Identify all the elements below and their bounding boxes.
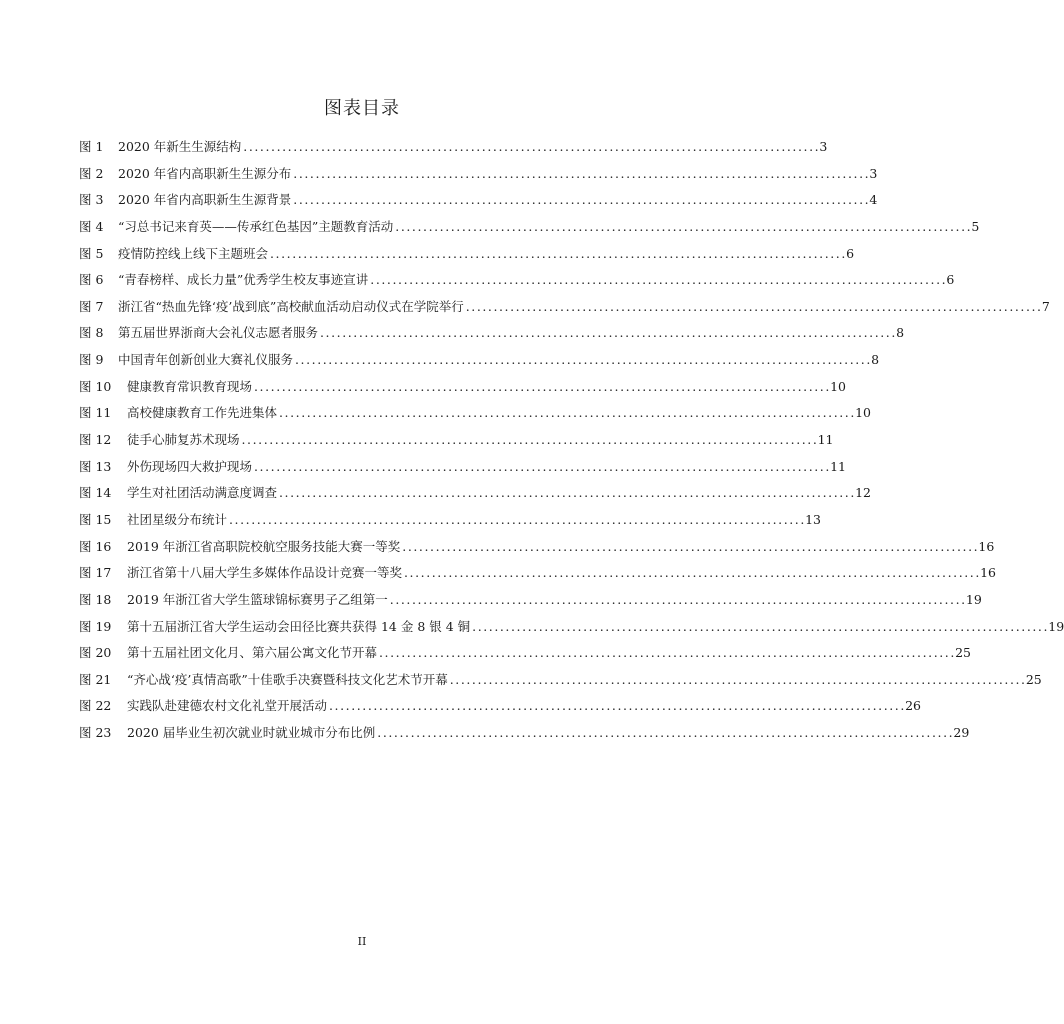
figure-title: 徒手心肺复苏术现场 xyxy=(127,432,240,448)
toc-entry[interactable] xyxy=(79,427,834,454)
page-reference: 26 xyxy=(905,698,922,714)
figure-title: 第五届世界浙商大会礼仪志愿者服务 xyxy=(118,325,319,341)
figure-title: 浙江省“热血先锋‘疫’战到底”高校献血活动启动仪式在学院举行 xyxy=(118,298,464,314)
dot-leader xyxy=(243,134,817,161)
toc-entry[interactable] xyxy=(79,374,847,401)
page-reference: 10 xyxy=(855,405,872,421)
figure-title: “习总书记来育英——传承红色基因”主题教育活动 xyxy=(118,218,394,234)
dot-leader xyxy=(370,267,944,294)
figure-title: 疫情防控线上线下主题班会 xyxy=(118,245,269,261)
toc-entry[interactable] xyxy=(79,614,1064,641)
dot-leader xyxy=(395,214,969,241)
toc-entry[interactable] xyxy=(79,720,970,747)
figure-title: 健康教育常识教育现场 xyxy=(127,378,253,394)
toc-entry[interactable] xyxy=(79,161,878,188)
figure-label: 图 1 xyxy=(79,139,104,154)
page-reference: 3 xyxy=(869,165,878,181)
dot-leader xyxy=(379,640,953,667)
dot-leader xyxy=(270,241,844,268)
figure-label: 图 20 xyxy=(79,645,112,661)
toc-entry[interactable] xyxy=(79,480,872,507)
figure-title: 第十五届浙江省大学生运动会田径比赛共获得 14 金 8 银 4 铜 xyxy=(127,618,471,634)
figure-label: 图 3 xyxy=(79,192,104,208)
toc-entry[interactable] xyxy=(79,134,828,161)
figure-label: 图 5 xyxy=(79,245,104,261)
dot-leader xyxy=(254,374,828,401)
page-reference: 5 xyxy=(971,218,980,234)
page-reference: 12 xyxy=(855,485,872,501)
dot-leader xyxy=(320,320,894,347)
figure-label: 图 21 xyxy=(79,671,112,687)
figure-title: 2020 年新生生源结构 xyxy=(118,139,242,154)
figure-label: 图 4 xyxy=(79,218,104,234)
page-reference: 3 xyxy=(819,139,828,154)
page-title: 图表目录 xyxy=(324,98,400,119)
toc-entry[interactable] xyxy=(79,534,995,561)
page-reference: 19 xyxy=(1048,618,1064,634)
toc-entry[interactable] xyxy=(79,347,880,374)
figure-title: 外伤现场四大救护现场 xyxy=(127,458,253,474)
figure-label: 图 13 xyxy=(79,458,112,474)
figure-label: 图 19 xyxy=(79,618,112,634)
figure-title: 2019 年浙江省高职院校航空服务技能大赛一等奖 xyxy=(127,538,401,554)
figure-label: 图 10 xyxy=(79,378,112,394)
toc-entry[interactable] xyxy=(79,320,905,347)
dot-leader xyxy=(295,347,869,374)
dot-leader xyxy=(402,534,976,561)
figure-label: 图 23 xyxy=(79,725,112,741)
page-reference: 25 xyxy=(1025,671,1042,687)
figure-title: 2020 届毕业生初次就业时就业城市分布比例 xyxy=(127,725,376,741)
dot-leader xyxy=(450,667,1024,694)
figure-title: 学生对社团活动满意度调查 xyxy=(127,485,278,501)
dot-leader xyxy=(254,454,828,481)
figure-title: 第十五届社团文化月、第六届公寓文化节开幕 xyxy=(127,645,378,661)
toc-entry[interactable] xyxy=(79,454,847,481)
figure-title: 2019 年浙江省大学生篮球锦标赛男子乙组第一 xyxy=(127,591,388,607)
figure-title: 2020 年省内高职新生生源背景 xyxy=(118,192,292,208)
page-reference: 7 xyxy=(1041,298,1050,314)
figure-title: 浙江省第十八届大学生多媒体作品设计竞赛一等奖 xyxy=(127,565,403,581)
figure-label: 图 14 xyxy=(79,485,112,501)
dot-leader xyxy=(472,614,1046,641)
page-reference: 11 xyxy=(830,458,847,474)
dot-leader xyxy=(293,161,867,188)
toc-entry[interactable] xyxy=(79,214,980,241)
figure-label: 图 11 xyxy=(79,405,112,421)
dot-leader xyxy=(242,427,816,454)
toc-entry[interactable] xyxy=(79,693,922,720)
figure-title: “青春榜样、成长力量”优秀学生校友事迹宣讲 xyxy=(118,272,369,288)
page-reference: 6 xyxy=(846,245,855,261)
figure-label: 图 17 xyxy=(79,565,112,581)
figure-label: 图 18 xyxy=(79,591,112,607)
page-reference: 19 xyxy=(965,591,982,607)
figure-label: 图 7 xyxy=(79,298,104,314)
toc-entry[interactable] xyxy=(79,241,855,268)
figure-title: 中国青年创新创业大赛礼仪服务 xyxy=(118,352,294,368)
dot-leader xyxy=(229,507,803,534)
page-reference: 16 xyxy=(978,538,995,554)
page-number: II xyxy=(357,935,367,948)
figure-title: 高校健康教育工作先进集体 xyxy=(127,405,278,421)
figure-label: 图 15 xyxy=(79,511,112,527)
toc-entry[interactable] xyxy=(79,267,955,294)
page-reference: 13 xyxy=(805,511,822,527)
figure-label: 图 12 xyxy=(79,432,112,448)
page-reference: 29 xyxy=(953,725,970,741)
page-reference: 11 xyxy=(817,432,834,448)
figure-label: 图 9 xyxy=(79,352,104,368)
figure-table-of-contents xyxy=(79,134,1064,747)
dot-leader xyxy=(404,560,978,587)
toc-entry[interactable] xyxy=(79,294,1050,321)
figure-label: 图 22 xyxy=(79,698,112,714)
figure-label: 图 8 xyxy=(79,325,104,341)
figure-title: 实践队赴建德农村文化礼堂开展活动 xyxy=(127,698,328,714)
page-reference: 8 xyxy=(871,352,880,368)
dot-leader xyxy=(279,400,853,427)
dot-leader xyxy=(293,187,867,214)
page-reference: 25 xyxy=(955,645,972,661)
dot-leader xyxy=(279,480,853,507)
toc-entry[interactable] xyxy=(79,507,822,534)
toc-entry[interactable] xyxy=(79,187,878,214)
figure-label: 图 2 xyxy=(79,165,104,181)
page-reference: 8 xyxy=(896,325,905,341)
page-reference: 4 xyxy=(869,192,878,208)
figure-label: 图 6 xyxy=(79,272,104,288)
figure-label: 图 16 xyxy=(79,538,112,554)
page-reference: 6 xyxy=(946,272,955,288)
figure-title: 社团星级分布统计 xyxy=(127,511,228,527)
figure-title: “齐心战‘疫’真情高歌”十佳歌手决赛暨科技文化艺术节开幕 xyxy=(127,671,448,687)
toc-entry[interactable] xyxy=(79,640,972,667)
toc-entry[interactable] xyxy=(79,667,1042,694)
dot-leader xyxy=(329,693,903,720)
toc-entry[interactable] xyxy=(79,587,982,614)
dot-leader xyxy=(466,294,1040,321)
toc-entry[interactable] xyxy=(79,400,872,427)
page-reference: 16 xyxy=(980,565,997,581)
page-reference: 10 xyxy=(830,378,847,394)
dot-leader xyxy=(377,720,951,747)
figure-title: 2020 年省内高职新生生源分布 xyxy=(118,165,292,181)
dot-leader xyxy=(390,587,964,614)
toc-entry[interactable] xyxy=(79,560,997,587)
